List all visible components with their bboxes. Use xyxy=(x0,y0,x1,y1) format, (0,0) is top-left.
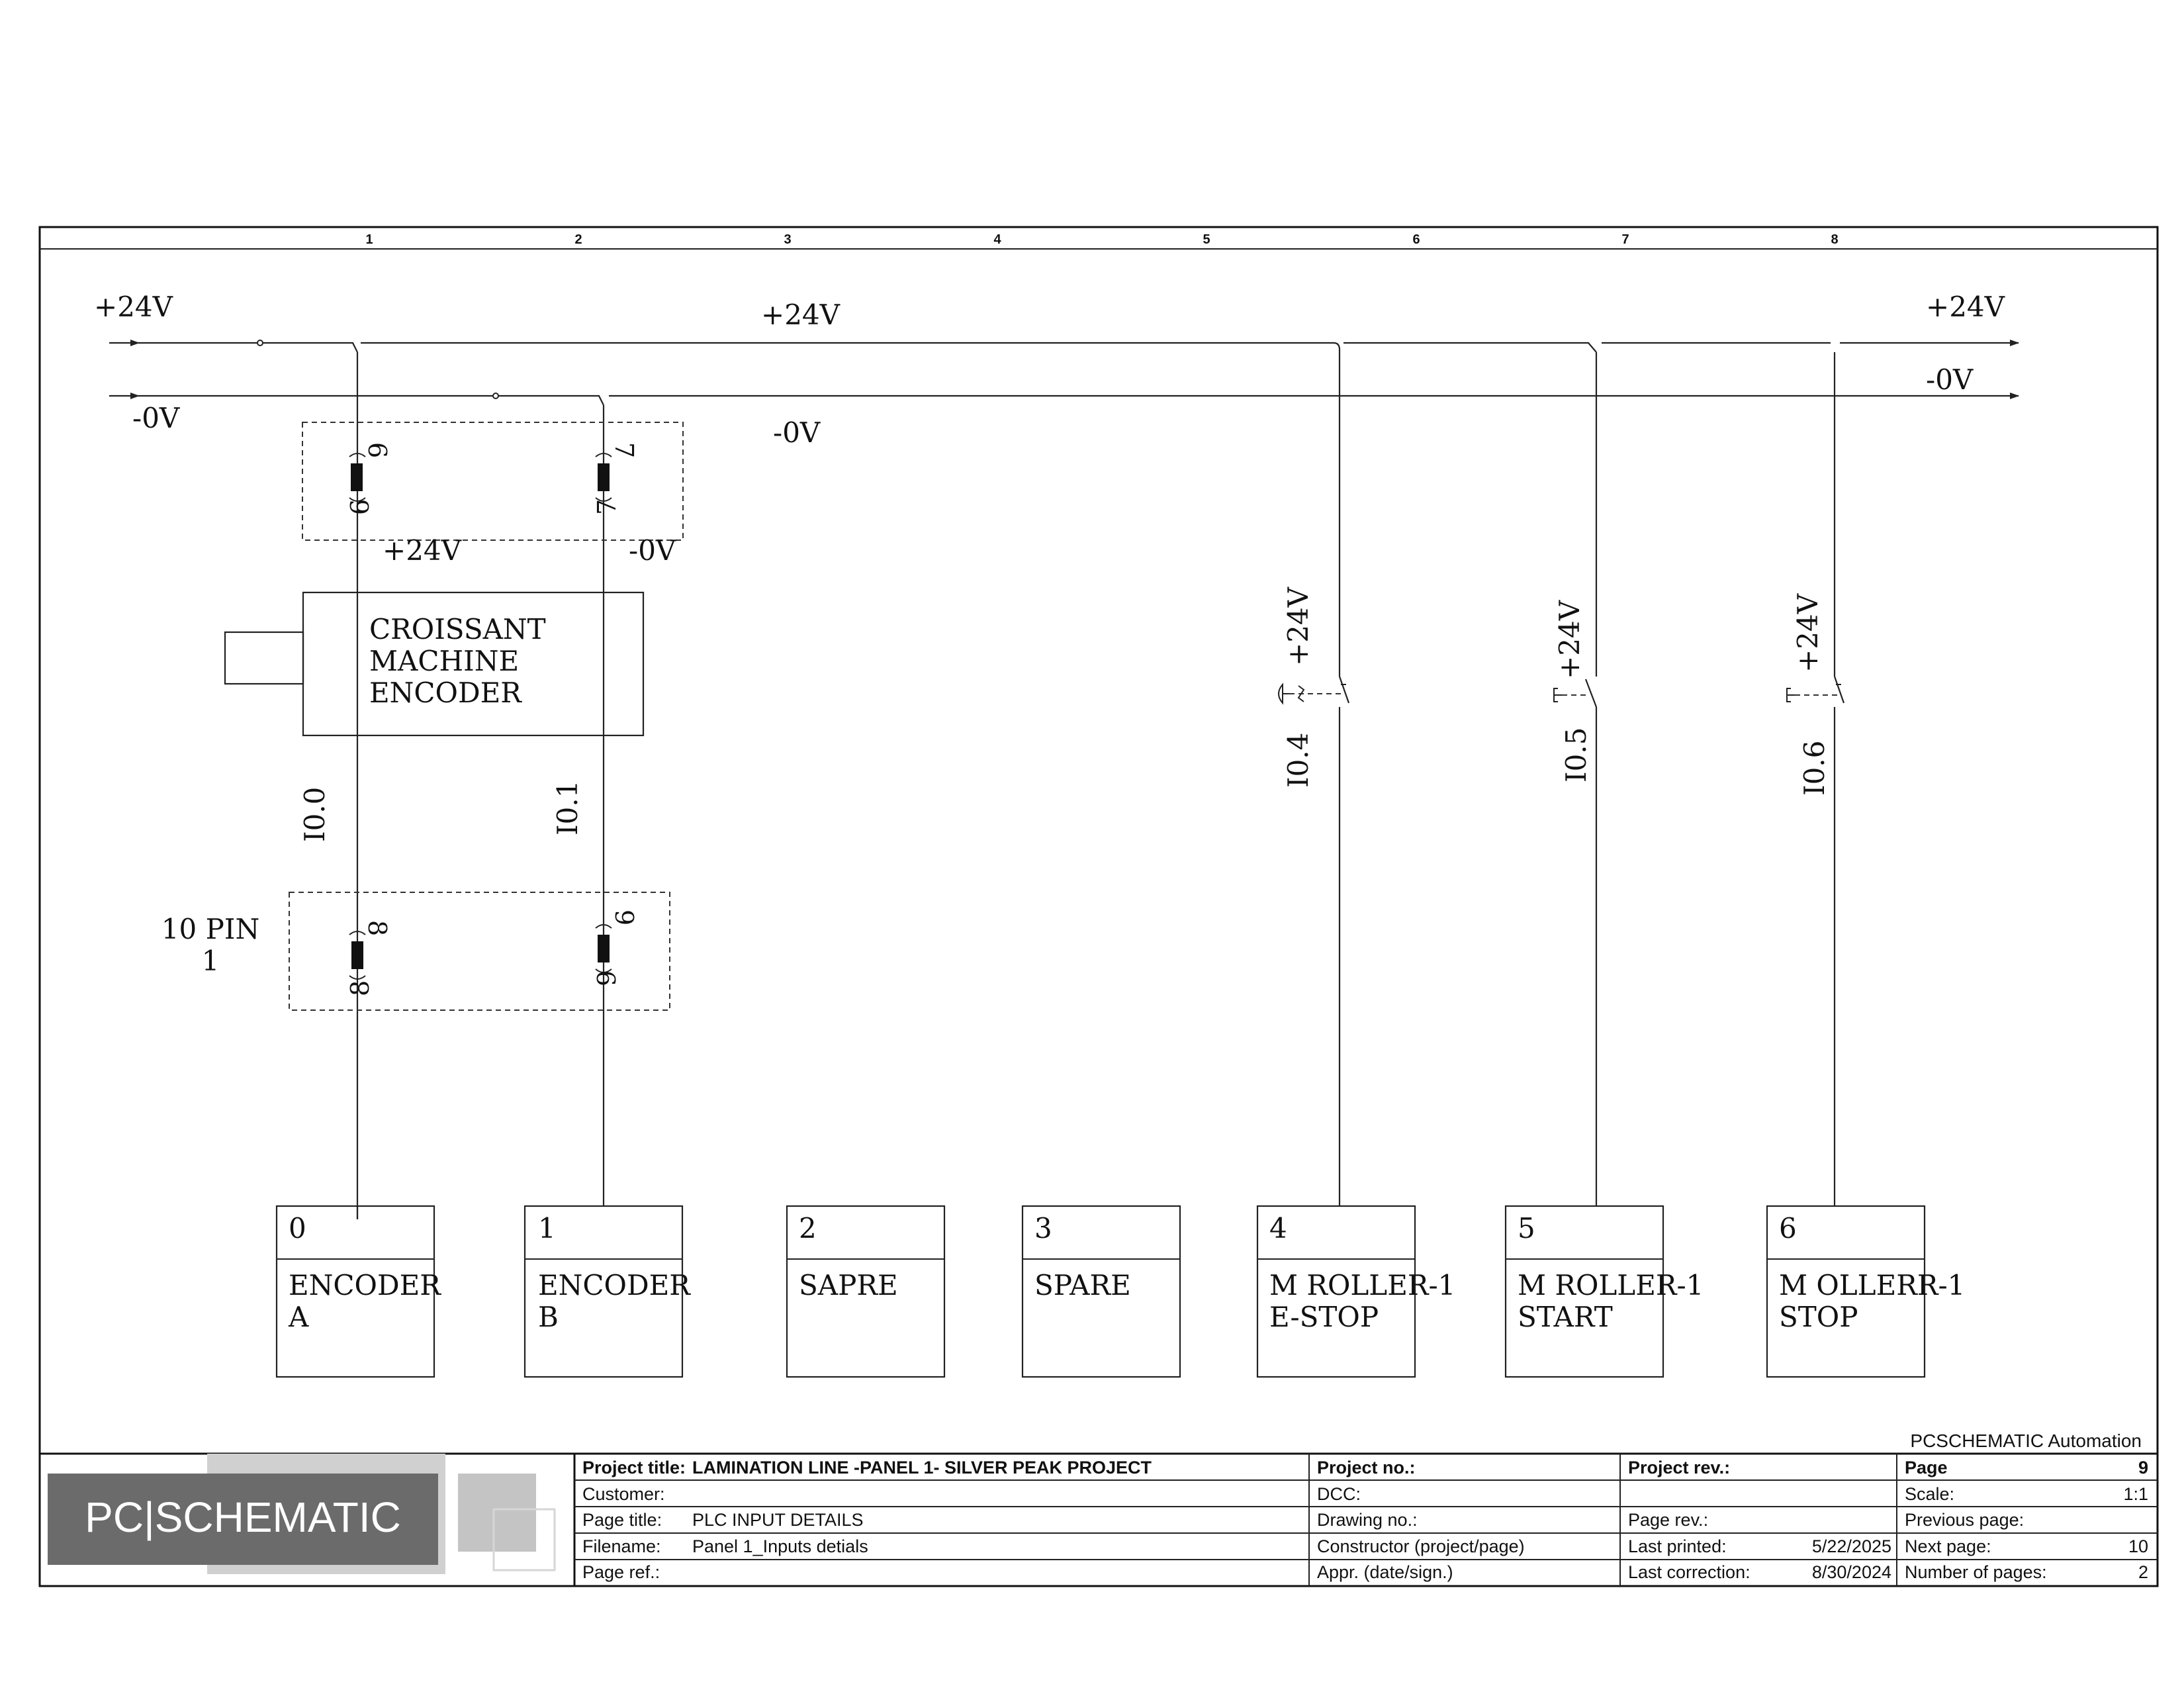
stop-supply-label: +24V xyxy=(1792,594,1824,673)
start-address-label: I0.5 xyxy=(1560,727,1592,782)
number-of-pages-label: Number of pages: xyxy=(1905,1562,2047,1582)
logo-text: PC|SCHEMATIC xyxy=(85,1493,401,1541)
encoder-label-line3: ENCODER xyxy=(369,677,522,709)
plc-input-4 xyxy=(1257,1206,1455,1377)
rail-minus-0v xyxy=(109,393,2019,405)
grid-col-4: 4 xyxy=(993,232,1001,247)
plc-input-2 xyxy=(787,1206,944,1377)
connector-bottom-pin-a-label-upper: 8 xyxy=(363,920,392,937)
plc-input-4-line2: E-STOP xyxy=(1269,1301,1379,1333)
filename-label: Filename: xyxy=(582,1536,661,1556)
title-block-fields xyxy=(582,1458,2148,1582)
plc-input-2-number: 2 xyxy=(799,1212,817,1244)
grid-col-8: 8 xyxy=(1831,232,1839,247)
customer-label: Customer: xyxy=(582,1484,665,1504)
connector-bottom-name-line2: 1 xyxy=(201,945,220,977)
plc-input-0-number: 0 xyxy=(289,1212,306,1244)
plc-input-6-line2: STOP xyxy=(1779,1301,1858,1333)
page-title-value: PLC INPUT DETAILS xyxy=(692,1510,864,1530)
connector-top-pin-b-label-lower: 7 xyxy=(592,498,621,515)
grid-col-6: 6 xyxy=(1412,232,1420,247)
connector-bottom-pin-a-label-lower: 8 xyxy=(345,980,375,996)
rail-right-plus-label: +24V xyxy=(1926,291,2005,323)
appr-label: Appr. (date/sign.) xyxy=(1317,1562,1453,1582)
rail-labels xyxy=(94,291,2005,449)
grid-col-5: 5 xyxy=(1203,232,1210,247)
next-page-value: 10 xyxy=(2128,1536,2148,1556)
connector-top-pin-b-label-upper: 7 xyxy=(610,442,639,459)
connector-top-pin-a-label-upper: 6 xyxy=(363,442,392,459)
plc-input-5-line1: M ROLLER-1 xyxy=(1518,1269,1704,1301)
plc-input-5 xyxy=(1506,1206,1704,1377)
connector-bottom-pin-b-label-lower: 9 xyxy=(592,970,621,986)
plc-input-3 xyxy=(1023,1206,1180,1377)
rail-minus-node xyxy=(493,393,498,399)
project-rev-label: Project rev.: xyxy=(1628,1458,1731,1477)
grid-col-2: 2 xyxy=(574,232,582,247)
last-correction-label: Last correction: xyxy=(1628,1562,1751,1582)
project-title-label: Project title: xyxy=(582,1458,686,1477)
last-correction-value: 8/30/2024 xyxy=(1811,1562,1891,1582)
plc-input-1-number: 1 xyxy=(538,1212,556,1244)
encoder-shaft xyxy=(225,632,303,684)
plc-input-6-line1: M OLLERR-1 xyxy=(1779,1269,1966,1301)
start-supply-label: +24V xyxy=(1553,600,1586,679)
scale-value: 1:1 xyxy=(2123,1484,2148,1504)
plc-input-0 xyxy=(277,1206,441,1377)
constructor-label: Constructor (project/page) xyxy=(1317,1536,1525,1556)
plc-input-0-line2: A xyxy=(289,1301,309,1333)
previous-page-label: Previous page: xyxy=(1905,1510,2025,1530)
plc-input-3-line1: SPARE xyxy=(1034,1269,1131,1301)
connector-bottom-name-line1: 10 PIN xyxy=(161,913,260,945)
plc-input-6-number: 6 xyxy=(1779,1212,1797,1244)
grid-col-7: 7 xyxy=(1621,232,1629,247)
rail-plus-24v xyxy=(109,340,2019,352)
project-no-label: Project no.: xyxy=(1317,1458,1416,1477)
plc-input-5-number: 5 xyxy=(1518,1212,1535,1244)
last-printed-label: Last printed: xyxy=(1628,1536,1727,1556)
grid-column-numbers xyxy=(365,232,1838,247)
rail-center-plus-label: +24V xyxy=(761,299,840,331)
plc-input-3-number: 3 xyxy=(1034,1212,1052,1244)
page-rev-label: Page rev.: xyxy=(1628,1510,1709,1530)
address-label-a: I0.0 xyxy=(298,786,331,842)
address-label-b: I0.1 xyxy=(551,780,584,835)
connector-top-minus-label: -0V xyxy=(629,534,676,567)
rail-left-plus-label: +24V xyxy=(94,291,173,323)
rail-center-minus-label: -0V xyxy=(773,416,821,449)
plc-input-4-line1: M ROLLER-1 xyxy=(1269,1269,1456,1301)
plc-input-2-line1: SAPRE xyxy=(799,1269,898,1301)
number-of-pages-value: 2 xyxy=(2138,1562,2148,1582)
page-label: Page xyxy=(1905,1458,1948,1477)
rail-right-minus-label: -0V xyxy=(1926,363,1974,396)
plc-input-1-line1: ENCODER xyxy=(538,1269,690,1301)
plc-input-1 xyxy=(525,1206,691,1377)
scale-label: Scale: xyxy=(1905,1484,1955,1504)
pc-schematic-logo xyxy=(48,1454,555,1574)
encoder-label-line1: CROISSANT xyxy=(369,613,546,645)
plc-input-5-line2: START xyxy=(1518,1301,1613,1333)
plc-input-4-number: 4 xyxy=(1269,1212,1287,1244)
estop-address-label: I0.4 xyxy=(1282,732,1314,788)
plc-input-0-line1: ENCODER xyxy=(289,1269,441,1301)
project-title-value: LAMINATION LINE -PANEL 1- SILVER PEAK PROJECT xyxy=(692,1458,1152,1477)
page-value: 9 xyxy=(2138,1458,2148,1477)
rail-left-minus-label: -0V xyxy=(132,402,180,434)
page-ref-label: Page ref.: xyxy=(582,1562,660,1582)
next-page-label: Next page: xyxy=(1905,1536,1991,1556)
rail-plus-node xyxy=(257,340,263,346)
connector-top-plus-label: +24V xyxy=(383,534,461,567)
company-label: PCSCHEMATIC Automation xyxy=(1910,1430,2142,1451)
connector-top-pin-a-label-lower: 6 xyxy=(345,498,375,515)
grid-col-3: 3 xyxy=(784,232,792,247)
plc-input-1-line2: B xyxy=(538,1301,559,1333)
dcc-label: DCC: xyxy=(1317,1484,1361,1504)
last-printed-value: 5/22/2025 xyxy=(1811,1536,1891,1556)
stop-address-label: I0.6 xyxy=(1798,740,1831,796)
filename-value: Panel 1_Inputs detials xyxy=(692,1536,868,1556)
encoder-label-line2: MACHINE xyxy=(369,645,520,677)
grid-col-1: 1 xyxy=(365,232,373,247)
page-title-label: Page title: xyxy=(582,1510,662,1530)
estop-supply-label: +24V xyxy=(1282,587,1314,666)
connector-bottom-pin-b-label-upper: 9 xyxy=(610,910,639,926)
drawing-no-label: Drawing no.: xyxy=(1317,1510,1418,1530)
plc-input-6 xyxy=(1767,1206,1965,1377)
